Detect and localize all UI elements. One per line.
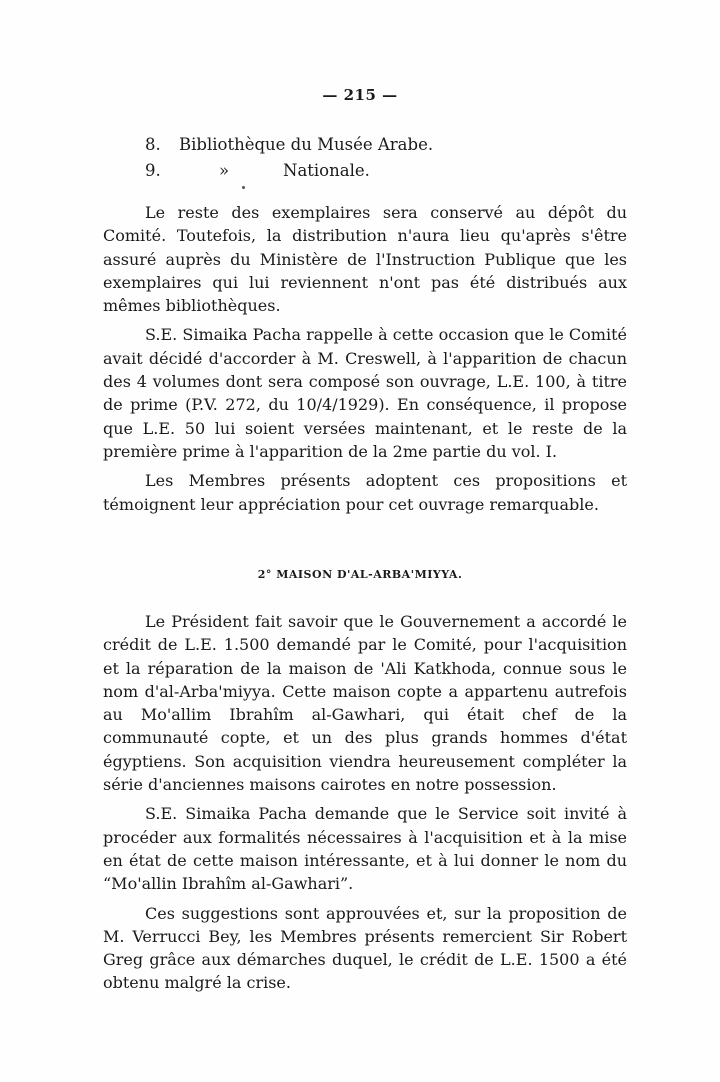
paragraph: Ces suggestions sont approuvées et, sur la proposition de M. Verrucci Bey, les Membres présents remercient Sir Robert Greg grâce aux démarches duquel, le crédit de L.E. 1500 a été obtenu malgré la crise.: [103, 903, 627, 993]
section-heading: 2° MAISON D'AL-ARBA'MIYYA.: [257, 568, 463, 581]
page-number: — 215 —: [322, 86, 398, 104]
paragraph: Le Président fait savoir que le Gouvernement a accordé le crédit de L.E. 1.500 demandé par le Comité, pour l'acquisition et la réparation de la maison de 'Ali Katkhoda, connue sous le nom d'al-Arba'miyya. Cette maison copte a appartenu autrefois au Mo'allim Ibrahîm al-Gawhari, qui était chef de la communauté copte, et un des plus grands hommes d'état égyptiens. Son acquisition viendra heureusement compléter la série d'anciennes maisons cairotes en notre possession.: [103, 612, 627, 795]
list-item: [145, 158, 433, 184]
list-item: [145, 132, 433, 158]
list-item-number: 8.: [145, 135, 161, 154]
body-text-bottom: [103, 610, 627, 1001]
library-list: [145, 132, 433, 184]
list-item-number: 9.: [145, 161, 161, 180]
paragraph: Le reste des exemplaires sera conservé au dépôt du Comité. Toutefois, la distribution n'aura lieu qu'après s'être assuré auprès du Ministère de l'Instruction Publique que les exemplaires qui lui reviennent n'ont pas été distribués aux mêmes bibliothèques.: [103, 203, 627, 316]
ditto-mark: »: [219, 161, 230, 180]
list-item-text: Nationale.: [283, 161, 370, 180]
paragraph: S.E. Simaika Pacha rappelle à cette occasion que le Comité avait décidé d'accorder à M. Creswell, à l'apparition de chacun des 4 volumes dont sera composé son ouvrage, L.E. 100, à titre de prime (P.V. 272, du 10/4/1929). En conséquence, il propose que L.E. 50 lui soient versées maintenant, et le reste de la première prime à l'apparition de la 2me partie du vol. I.: [103, 325, 627, 461]
paragraph: S.E. Simaika Pacha demande que le Service soit invité à procéder aux formalités nécessaires à l'acquisition et à la mise en état de cette maison intéressante, et à lui donner le nom du “Mo'allin Ibrahîm al-Gawhari”.: [103, 804, 627, 894]
print-speck: [242, 186, 245, 189]
list-item-text: Bibliothèque du Musée Arabe.: [179, 135, 434, 154]
paragraph: Les Membres présents adoptent ces propositions et témoignent leur appréciation pour cet ouvrage remarquable.: [103, 471, 627, 514]
body-text-top: [103, 201, 627, 522]
